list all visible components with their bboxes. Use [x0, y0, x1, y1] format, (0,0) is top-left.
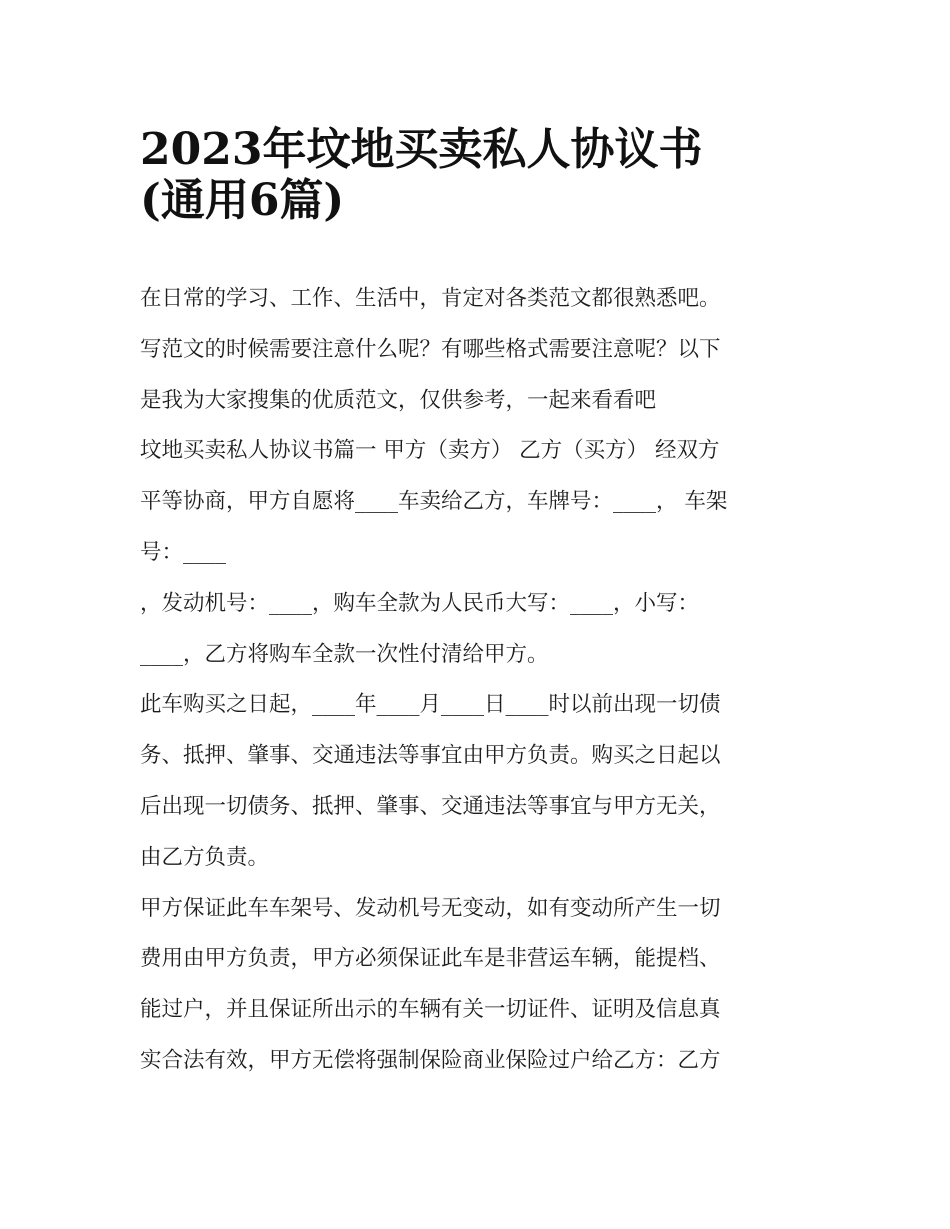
- body-line: 平等协商，甲方自愿将____车卖给乙方，车牌号：____， 车架: [140, 489, 728, 515]
- body-line: 后出现一切债务、抵押、肇事、交通违法等事宜与甲方无关，: [140, 793, 721, 819]
- document-body: [140, 274, 815, 1087]
- body-line: 坟地买卖私人协议书篇一 甲方（卖方） 乙方（买方） 经双方: [140, 438, 720, 464]
- body-line: 能过户，并且保证所出示的车辆有关一切证件、证明及信息真: [140, 997, 721, 1023]
- body-line: 写范文的时候需要注意什么呢？有哪些格式需要注意呢？以下: [140, 336, 721, 362]
- document-title: [140, 112, 820, 226]
- body-line: ____，乙方将购车全款一次性付清给甲方。: [140, 641, 549, 667]
- body-line: 是我为大家搜集的优质范文，仅供参考，一起来看看吧: [140, 387, 657, 413]
- body-line: 甲方保证此车车架号、发动机号无变动，如有变动所产生一切: [140, 895, 721, 921]
- body-line: 费用由甲方负责，甲方必须保证此车是非营运车辆，能提档、: [140, 946, 721, 972]
- body-line: 在日常的学习、工作、生活中，肯定对各类范文都很熟悉吧。: [140, 286, 721, 311]
- body-line: 号：____: [140, 539, 227, 565]
- title-line-1: 2023年坟地买卖私人协议书: [140, 124, 703, 175]
- body-line: 此车购买之日起，____年____月____日____时以前出现一切债: [140, 692, 721, 718]
- body-line: ，发动机号：____，购车全款为人民币大写：____，小写：: [140, 590, 700, 616]
- body-line: 务、抵押、肇事、交通违法等事宜由甲方负责。购买之日起以: [140, 743, 721, 769]
- title-line-2: (通用6篇): [140, 174, 345, 226]
- body-line: 由乙方负责。: [140, 844, 270, 870]
- body-line: 实合法有效，甲方无偿将强制保险商业保险过户给乙方：乙方: [140, 1047, 721, 1073]
